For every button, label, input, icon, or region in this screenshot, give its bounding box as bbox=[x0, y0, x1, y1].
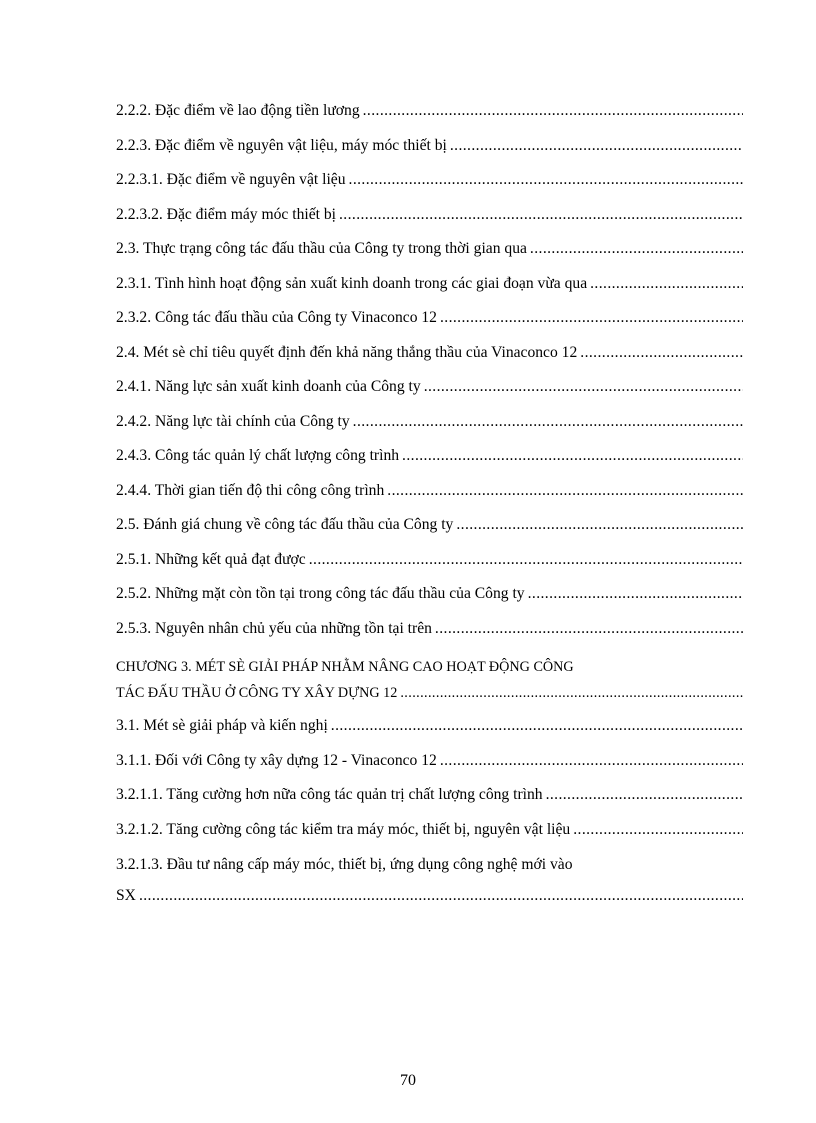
dot-leader bbox=[349, 163, 743, 198]
toc-entry bbox=[116, 267, 743, 302]
toc-entry-label: 2.3. Thực trạng công tác đấu thầu của Công ty trong thời gian qua bbox=[116, 240, 527, 257]
toc-entry bbox=[116, 370, 743, 405]
toc-entry bbox=[116, 543, 743, 578]
dot-leader bbox=[309, 543, 743, 578]
toc-entry bbox=[116, 709, 743, 744]
toc-entry-label-line-1: 3.2.1.3. Đầu tư nâng cấp máy móc, thiết bị, ứng dụng công nghệ mới vào bbox=[116, 856, 573, 873]
toc-entry bbox=[116, 474, 743, 509]
toc-entry bbox=[116, 881, 743, 911]
dot-leader bbox=[387, 474, 743, 509]
dot-leader bbox=[590, 267, 743, 302]
toc-entry bbox=[116, 301, 743, 336]
dot-leader bbox=[400, 680, 743, 706]
toc-entry-wrapped bbox=[116, 849, 743, 911]
toc-entry-label: 3.1.1. Đối với Công ty xây dựng 12 - Vinaconco 12 bbox=[116, 751, 437, 769]
toc-entry-label-line-2: SX bbox=[116, 887, 136, 904]
dot-leader bbox=[424, 370, 743, 405]
toc-entry-label: 2.2.3.1. Đặc điểm về nguyên vật liệu bbox=[116, 171, 346, 188]
dot-leader bbox=[573, 813, 743, 848]
toc-entry bbox=[116, 94, 743, 129]
toc-entry bbox=[116, 405, 743, 440]
toc-entry-label: 2.2.3.2. Đặc điểm máy móc thiết bị bbox=[116, 205, 336, 223]
dot-leader bbox=[339, 198, 743, 233]
dot-leader bbox=[363, 94, 743, 129]
chapter-heading-line-1: CHƯƠNG 3. MÉT SÈ GIẢI PHÁP NHẰM NÂNG CAO HOẠT ĐỘNG CÔNG bbox=[116, 659, 574, 675]
chapter-heading bbox=[116, 646, 743, 706]
toc-entry bbox=[116, 612, 743, 647]
toc-entry-label: 2.2.2. Đặc điểm về lao động tiền lương bbox=[116, 102, 360, 119]
toc-entry bbox=[116, 163, 743, 198]
dot-leader bbox=[139, 881, 743, 911]
toc-entry-label: 3.2.1.1. Tăng cường hơn nữa công tác quản trị chất lượng công trình bbox=[116, 786, 543, 803]
toc-entry bbox=[116, 577, 743, 612]
toc-entry-label: 2.4.1. Năng lực sản xuất kinh doanh của Công ty bbox=[116, 378, 421, 395]
dot-leader bbox=[435, 612, 743, 647]
dot-leader bbox=[530, 232, 743, 267]
toc-entry bbox=[116, 813, 743, 848]
chapter-heading-line-2: TÁC ĐẤU THẦU Ở CÔNG TY XÂY DỰNG 12 bbox=[116, 685, 398, 701]
dot-leader bbox=[440, 301, 743, 336]
dot-leader bbox=[450, 129, 743, 164]
toc-entry bbox=[116, 680, 743, 706]
dot-leader bbox=[402, 439, 743, 474]
toc-entry-label: 2.3.1. Tình hình hoạt động sản xuất kinh doanh trong các giai đoạn vừa qua bbox=[116, 274, 588, 292]
toc-entry bbox=[116, 439, 743, 474]
toc-entry-label: 3.1. Mét sè giải pháp và kiến nghị bbox=[116, 717, 328, 734]
dot-leader bbox=[440, 744, 743, 779]
toc-entry-label: 2.5.3. Nguyên nhân chủ yếu của những tồn tại trên bbox=[116, 619, 432, 637]
dot-leader bbox=[528, 577, 743, 612]
dot-leader bbox=[353, 405, 743, 440]
dot-leader bbox=[546, 778, 743, 813]
toc-entry-label: 2.5.1. Những kết quả đạt được bbox=[116, 550, 306, 568]
toc-entry bbox=[116, 198, 743, 233]
toc-entry-label: 2.4.3. Công tác quản lý chất lượng công trình bbox=[116, 447, 400, 464]
toc-entry-label: 2.4. Mét sè chỉ tiêu quyết định đến khả năng thắng thầu của Vinaconco 12 bbox=[116, 343, 578, 361]
toc-entry-label: 2.2.3. Đặc điểm về nguyên vật liệu, máy móc thiết bị bbox=[116, 136, 447, 154]
dot-leader bbox=[456, 508, 743, 543]
toc-entry bbox=[116, 508, 743, 543]
dot-leader bbox=[331, 709, 743, 744]
toc-entry bbox=[116, 129, 743, 164]
toc-entry bbox=[116, 336, 743, 371]
table-of-contents bbox=[116, 94, 743, 911]
toc-entry-label: 2.4.2. Năng lực tài chính của Công ty bbox=[116, 412, 350, 430]
toc-entry bbox=[116, 744, 743, 779]
dot-leader bbox=[580, 336, 743, 371]
page-number: 70 bbox=[400, 1072, 416, 1089]
toc-entry-label: 3.2.1.2. Tăng cường công tác kiểm tra máy móc, thiết bị, nguyên vật liệu bbox=[116, 820, 571, 838]
toc-entry bbox=[116, 778, 743, 813]
toc-entry-label: 2.5. Đánh giá chung về công tác đấu thầu của Công ty bbox=[116, 516, 454, 533]
toc-entry-label: 2.5.2. Những mặt còn tồn tại trong công tác đấu thầu của Công ty bbox=[116, 585, 525, 602]
toc-entry-label: 2.3.2. Công tác đấu thầu của Công ty Vinaconco 12 bbox=[116, 309, 437, 326]
toc-entry-label: 2.4.4. Thời gian tiến độ thi công công trình bbox=[116, 481, 385, 499]
toc-entry bbox=[116, 232, 743, 267]
